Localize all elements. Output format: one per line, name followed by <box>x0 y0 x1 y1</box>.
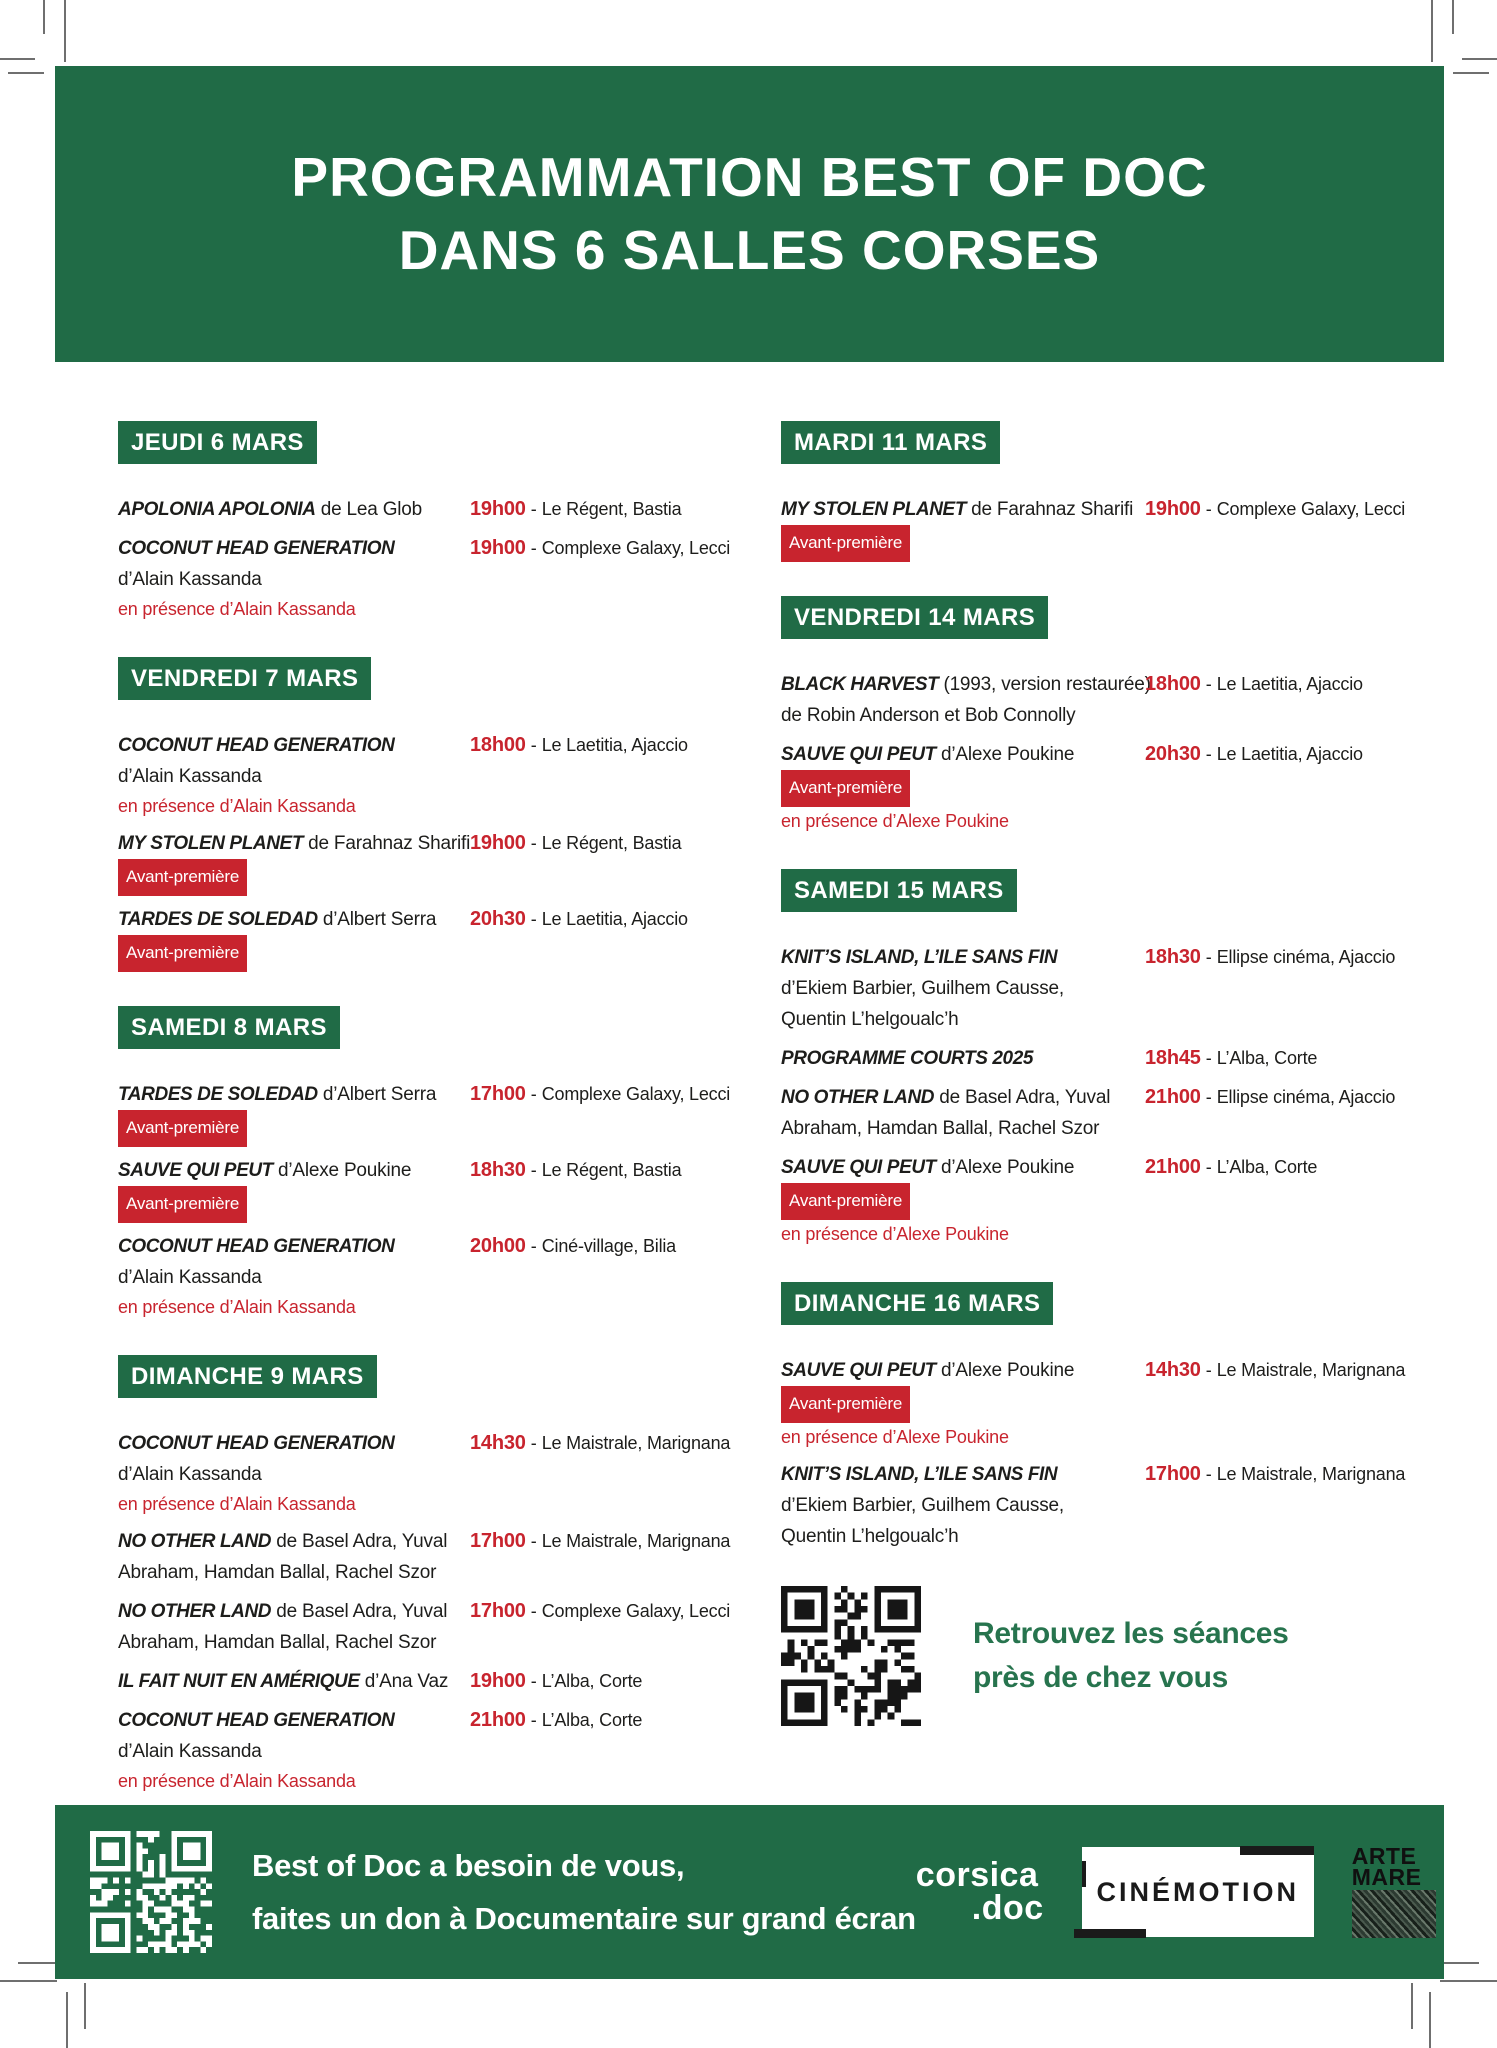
separator: - <box>1200 499 1217 519</box>
time-venue <box>1145 669 1363 731</box>
presence-note: en présence d’Alain Kassanda <box>118 1494 356 1514</box>
presence-note: en présence d’Alain Kassanda <box>118 1297 356 1317</box>
film-title: COCONUT HEAD GENERATION <box>118 1710 395 1731</box>
film-info <box>118 1231 470 1321</box>
film-info <box>118 533 470 623</box>
film-text-line <box>781 700 1145 731</box>
separator: - <box>1200 1157 1217 1177</box>
crop-mark <box>84 1983 86 2029</box>
corsica-doc-logo <box>915 1856 1044 1927</box>
film-info <box>118 904 470 972</box>
screening-venue: Ellipse cinéma, Ajaccio <box>1216 1087 1396 1107</box>
crop-mark <box>8 72 44 74</box>
screening-row <box>781 942 1446 1035</box>
screening-row <box>781 1459 1446 1552</box>
screening-row <box>118 904 718 972</box>
screening-row <box>118 1079 731 1147</box>
screening-venue: Ciné-village, Bilia <box>541 1236 676 1256</box>
film-text-line <box>118 761 470 792</box>
time-venue <box>1145 942 1395 1035</box>
separator: - <box>525 499 542 519</box>
screening-time: 17h00 <box>470 1600 526 1622</box>
film-text-line <box>118 1627 470 1658</box>
presence-note: en présence d’Alexe Poukine <box>781 811 1009 831</box>
screening-row <box>118 533 731 623</box>
film-title: COCONUT HEAD GENERATION <box>118 538 395 559</box>
film-title: MY STOLEN PLANET <box>781 499 967 520</box>
screening-venue: Le Maistrale, Marignana <box>1216 1360 1406 1380</box>
film-title: COCONUT HEAD GENERATION <box>118 1433 395 1454</box>
premiere-badge-row <box>781 1183 1145 1220</box>
film-info <box>118 1428 470 1518</box>
film-credit: (1993, version restaurée) <box>938 674 1151 695</box>
screening-row <box>118 1526 731 1588</box>
day-section <box>781 869 1446 1248</box>
screening-time: 20h00 <box>470 1235 526 1257</box>
screening-venue: Le Régent, Bastia <box>541 499 682 519</box>
screening-time: 17h00 <box>470 1530 526 1552</box>
date-badge: MARDI 11 MARS <box>781 421 1000 464</box>
film-text-line <box>118 1666 470 1697</box>
screening-time: 19h00 <box>470 1670 526 1692</box>
sessions-cta-text <box>973 1612 1289 1700</box>
film-text-line <box>118 828 470 859</box>
screening-venue: L’Alba, Corte <box>541 1710 643 1730</box>
day-section <box>118 1006 731 1321</box>
premiere-badge: Avant-première <box>118 1186 247 1223</box>
film-credit: d’Alexe Poukine <box>935 1360 1075 1381</box>
film-text-line <box>781 1082 1145 1113</box>
presence-note: en présence d’Alexe Poukine <box>781 1224 1009 1244</box>
film-text-line <box>118 494 470 525</box>
screening-time: 17h00 <box>1145 1463 1201 1485</box>
separator: - <box>525 1601 542 1621</box>
film-title: PROGRAMME COURTS 2025 <box>781 1048 1034 1069</box>
day-section <box>781 596 1446 835</box>
header-banner <box>55 66 1444 362</box>
time-venue <box>1145 1043 1317 1074</box>
screening-row <box>118 1231 718 1321</box>
premiere-badge: Avant-première <box>781 525 910 562</box>
sessions-qr-row <box>781 1586 1446 1726</box>
arte-mare-logo-line2: MARE <box>1351 1864 1422 1890</box>
screening-venue: L’Alba, Corte <box>541 1671 643 1691</box>
screening-venue: L’Alba, Corte <box>1216 1048 1318 1068</box>
date-badge: DIMANCHE 16 MARS <box>781 1282 1053 1325</box>
date-badge: DIMANCHE 9 MARS <box>118 1355 377 1398</box>
premiere-badge-row <box>781 1386 1145 1423</box>
film-text-line <box>781 942 1145 973</box>
screening-row <box>118 1666 718 1697</box>
film-credit: d’Alexe Poukine <box>935 744 1075 765</box>
screening-venue: Le Régent, Bastia <box>541 1160 682 1180</box>
time-venue <box>470 1705 642 1795</box>
screening-time: 18h00 <box>470 734 526 756</box>
time-venue <box>1145 1152 1317 1248</box>
film-credit: d’Alain Kassanda <box>118 569 262 590</box>
film-info <box>781 669 1151 731</box>
film-title: IL FAIT NUIT EN AMÉRIQUE <box>118 1671 360 1692</box>
time-venue <box>1145 1082 1395 1144</box>
date-badge: SAMEDI 15 MARS <box>781 869 1017 912</box>
separator: - <box>1200 674 1217 694</box>
film-credit: d’Alexe Poukine <box>272 1160 412 1181</box>
film-text-line <box>118 564 470 595</box>
premiere-badge-row <box>781 770 1145 807</box>
screening-venue: Complexe Galaxy, Lecci <box>541 538 731 558</box>
screening-time: 18h00 <box>1145 673 1201 695</box>
date-badge: JEUDI 6 MARS <box>118 421 317 464</box>
date-badge: SAMEDI 8 MARS <box>118 1006 340 1049</box>
screening-venue: Le Laetitia, Ajaccio <box>1216 744 1363 764</box>
film-credit: de Basel Adra, Yuval <box>271 1531 448 1552</box>
film-text-line <box>781 1152 1145 1183</box>
crop-mark <box>43 0 45 34</box>
screening-row <box>118 1705 718 1795</box>
cinemotion-logo-bar <box>1074 1929 1146 1938</box>
arte-mare-logo-line1: ARTE <box>1351 1843 1417 1869</box>
film-text-line <box>118 1079 470 1110</box>
separator: - <box>525 1671 542 1691</box>
film-text-line <box>118 1155 470 1186</box>
film-info <box>118 730 470 820</box>
film-title: APOLONIA APOLONIA <box>118 499 316 520</box>
time-venue <box>470 1155 681 1223</box>
cinemotion-logo-bar <box>1240 1846 1314 1855</box>
time-venue <box>470 1079 730 1147</box>
film-text-line <box>118 1526 470 1557</box>
film-credit: d’Albert Serra <box>317 1084 437 1105</box>
schedule-column-left <box>118 421 731 1829</box>
screening-venue: Complexe Galaxy, Lecci <box>1216 499 1406 519</box>
presence-note: en présence d’Alain Kassanda <box>118 796 356 816</box>
film-credit: de Farahnaz Sharifi <box>303 833 471 854</box>
day-section <box>118 1355 731 1795</box>
time-venue <box>1145 494 1405 562</box>
corsica-doc-logo-line1: corsica <box>915 1856 1039 1894</box>
crop-mark <box>1452 0 1454 34</box>
film-credit: d’Alain Kassanda <box>118 1267 262 1288</box>
separator: - <box>525 833 542 853</box>
day-section <box>118 657 718 972</box>
screening-time: 21h00 <box>1145 1156 1201 1178</box>
film-info <box>781 494 1145 562</box>
film-credit: d’Ana Vaz <box>359 1671 449 1692</box>
film-title: NO OTHER LAND <box>118 1601 272 1622</box>
screening-row <box>118 494 718 525</box>
screening-time: 19h00 <box>470 537 526 559</box>
cinemotion-logo-bar <box>1082 1861 1086 1887</box>
sessions-qr-code <box>781 1586 921 1726</box>
film-text-line <box>781 669 1151 700</box>
sessions-cta-line2: près de chez vous <box>973 1661 1228 1694</box>
partner-logos <box>915 1843 1436 1938</box>
film-text-line <box>781 739 1145 770</box>
cinemotion-logo-text: CINÉMOTION <box>1096 1876 1299 1907</box>
film-text-line <box>118 1262 470 1293</box>
film-title: TARDES DE SOLEDAD <box>118 909 318 930</box>
film-title: COCONUT HEAD GENERATION <box>118 1236 395 1257</box>
film-text-line <box>118 533 470 564</box>
separator: - <box>1200 1360 1217 1380</box>
separator: - <box>525 735 542 755</box>
day-section <box>781 421 1446 562</box>
arte-mare-logo-artwork <box>1352 1890 1436 1938</box>
film-text-line <box>781 1459 1145 1490</box>
film-credit: Abraham, Hamdan Ballal, Rachel Szor <box>118 1632 437 1653</box>
film-text-line <box>118 904 470 935</box>
film-text-line <box>781 1043 1145 1074</box>
screening-row <box>781 1355 1446 1451</box>
film-info <box>781 1043 1145 1074</box>
screening-time: 14h30 <box>470 1432 526 1454</box>
film-text-line <box>781 1113 1145 1144</box>
film-title: SAUVE QUI PEUT <box>781 1360 936 1381</box>
film-info <box>118 828 470 896</box>
page-title-line2: DANS 6 SALLES CORSES <box>398 219 1101 281</box>
separator: - <box>525 1433 542 1453</box>
screening-row <box>781 1082 1446 1144</box>
film-text-line <box>118 1231 470 1262</box>
film-info <box>118 1666 470 1697</box>
donation-text <box>252 1839 916 1945</box>
film-text-line <box>118 1459 470 1490</box>
film-credit: Quentin L’helgoualc’h <box>781 1526 959 1547</box>
film-title: SAUVE QUI PEUT <box>781 1157 936 1178</box>
page-title-line1: PROGRAMMATION BEST OF DOC <box>291 146 1208 208</box>
screening-venue: Complexe Galaxy, Lecci <box>541 1601 731 1621</box>
time-venue <box>470 730 688 820</box>
donation-text-line2: faites un don à Documentaire sur grand écran <box>252 1901 916 1936</box>
separator: - <box>525 1531 542 1551</box>
film-title: KNIT’S ISLAND, L’ILE SANS FIN <box>781 947 1058 968</box>
screening-time: 19h00 <box>470 498 526 520</box>
time-venue <box>1145 1355 1405 1451</box>
film-info <box>781 1355 1145 1451</box>
film-text-line <box>781 494 1145 525</box>
film-info <box>118 1155 470 1223</box>
film-text-line <box>118 1428 470 1459</box>
sessions-cta-line1: Retrouvez les séances <box>973 1617 1289 1650</box>
crop-mark <box>1440 1980 1497 1982</box>
separator: - <box>1200 744 1217 764</box>
film-credit: d’Ekiem Barbier, Guilhem Causse, <box>781 978 1064 999</box>
screening-time: 14h30 <box>1145 1359 1201 1381</box>
film-title: SAUVE QUI PEUT <box>781 744 936 765</box>
crop-mark <box>64 0 66 62</box>
screening-row <box>781 1043 1446 1074</box>
screening-row <box>781 1152 1446 1248</box>
screening-venue: Ellipse cinéma, Ajaccio <box>1216 947 1396 967</box>
screening-row <box>118 1596 731 1658</box>
separator: - <box>525 1236 542 1256</box>
time-venue <box>470 494 681 525</box>
premiere-badge: Avant-première <box>118 1110 247 1147</box>
screening-venue: Le Maistrale, Marignana <box>541 1531 731 1551</box>
separator: - <box>1200 1087 1217 1107</box>
film-text-line <box>118 1596 470 1627</box>
time-venue <box>1145 1459 1405 1552</box>
separator: - <box>1200 1048 1217 1068</box>
film-title: TARDES DE SOLEDAD <box>118 1084 318 1105</box>
premiere-badge-row <box>118 935 470 972</box>
time-venue <box>470 1596 730 1658</box>
film-info <box>118 1596 470 1658</box>
screening-row <box>118 828 718 896</box>
screening-row <box>118 730 718 820</box>
film-credit: d’Alain Kassanda <box>118 766 262 787</box>
time-venue <box>470 1231 676 1321</box>
cinemotion-logo <box>1082 1847 1314 1937</box>
film-info <box>118 1705 470 1795</box>
screening-time: 18h30 <box>1145 946 1201 968</box>
screening-time: 18h30 <box>470 1159 526 1181</box>
film-text-line <box>781 1490 1145 1521</box>
film-title: MY STOLEN PLANET <box>118 833 304 854</box>
film-credit: d’Alain Kassanda <box>118 1741 262 1762</box>
screening-row <box>781 669 1446 731</box>
premiere-badge: Avant-première <box>781 1183 910 1220</box>
screening-venue: Complexe Galaxy, Lecci <box>541 1084 731 1104</box>
film-credit: Abraham, Hamdan Ballal, Rachel Szor <box>781 1118 1100 1139</box>
time-venue <box>470 533 730 623</box>
crop-mark <box>0 1980 57 1982</box>
film-credit: de Farahnaz Sharifi <box>966 499 1134 520</box>
separator: - <box>525 538 542 558</box>
presence-note: en présence d’Alain Kassanda <box>118 1771 356 1791</box>
film-credit: d’Albert Serra <box>317 909 437 930</box>
separator: - <box>1200 1464 1217 1484</box>
screening-time: 19h00 <box>470 832 526 854</box>
arte-mare-logo <box>1351 1843 1436 1938</box>
screening-venue: Le Laetitia, Ajaccio <box>541 909 688 929</box>
premiere-badge: Avant-première <box>781 1386 910 1423</box>
crop-mark <box>66 1992 68 2048</box>
screening-row <box>118 1428 731 1518</box>
film-text-line <box>781 1521 1145 1552</box>
film-text-line <box>118 730 470 761</box>
film-credit: de Lea Glob <box>315 499 423 520</box>
premiere-badge: Avant-première <box>781 770 910 807</box>
film-credit: d’Alexe Poukine <box>935 1157 1075 1178</box>
time-venue <box>470 904 688 972</box>
film-text-line <box>781 1004 1145 1035</box>
donation-qr-code <box>90 1831 212 1953</box>
donation-text-line1: Best of Doc a besoin de vous, <box>252 1848 685 1883</box>
film-title: KNIT’S ISLAND, L’ILE SANS FIN <box>781 1464 1058 1485</box>
separator: - <box>525 1710 542 1730</box>
film-info <box>781 942 1145 1035</box>
screening-venue: Le Maistrale, Marignana <box>541 1433 731 1453</box>
premiere-badge-row <box>118 859 470 896</box>
footer-banner <box>55 1805 1444 1979</box>
film-title: NO OTHER LAND <box>781 1087 935 1108</box>
film-credit: Abraham, Hamdan Ballal, Rachel Szor <box>118 1562 437 1583</box>
film-text-line <box>118 1705 470 1736</box>
film-info <box>781 1152 1145 1248</box>
film-text-line <box>118 1736 470 1767</box>
date-badge: VENDREDI 14 MARS <box>781 596 1048 639</box>
separator: - <box>525 1160 542 1180</box>
film-info <box>118 1526 470 1588</box>
film-title: NO OTHER LAND <box>118 1531 272 1552</box>
presence-note: en présence d’Alain Kassanda <box>118 599 356 619</box>
film-info <box>781 1459 1145 1552</box>
screening-venue: Le Laetitia, Ajaccio <box>541 735 688 755</box>
time-venue <box>470 1526 730 1588</box>
film-text-line <box>781 1355 1145 1386</box>
separator: - <box>525 909 542 929</box>
screening-venue: Le Régent, Bastia <box>541 833 682 853</box>
time-venue <box>470 1666 642 1697</box>
film-info <box>118 1079 470 1147</box>
time-venue <box>470 1428 730 1518</box>
screening-row <box>781 494 1446 562</box>
screening-time: 20h30 <box>470 908 526 930</box>
film-title: SAUVE QUI PEUT <box>118 1160 273 1181</box>
screening-venue: Le Laetitia, Ajaccio <box>1216 674 1363 694</box>
crop-mark <box>1411 1983 1413 2029</box>
screening-time: 21h00 <box>1145 1086 1201 1108</box>
film-credit: Quentin L’helgoualc’h <box>781 1009 959 1030</box>
separator: - <box>1200 947 1217 967</box>
screening-row <box>781 739 1446 835</box>
corsica-doc-logo-line2: .doc <box>971 1889 1044 1927</box>
screening-row <box>118 1155 718 1223</box>
film-text-line <box>781 973 1145 1004</box>
film-credit: de Basel Adra, Yuval <box>934 1087 1111 1108</box>
film-info <box>781 1082 1145 1144</box>
crop-mark <box>1431 0 1433 62</box>
premiere-badge-row <box>781 525 1145 562</box>
crop-mark <box>1429 1992 1431 2048</box>
date-badge: VENDREDI 7 MARS <box>118 657 371 700</box>
time-venue <box>1145 739 1363 835</box>
film-credit: d’Ekiem Barbier, Guilhem Causse, <box>781 1495 1064 1516</box>
screening-time: 20h30 <box>1145 743 1201 765</box>
crop-mark <box>1462 58 1497 60</box>
film-credit: de Robin Anderson et Bob Connolly <box>781 705 1076 726</box>
premiere-badge: Avant-première <box>118 859 247 896</box>
schedule-column-right <box>781 421 1446 1726</box>
day-section <box>118 421 731 623</box>
film-title: COCONUT HEAD GENERATION <box>118 735 395 756</box>
premiere-badge-row <box>118 1110 470 1147</box>
film-credit: d’Alain Kassanda <box>118 1464 262 1485</box>
screening-time: 17h00 <box>470 1083 526 1105</box>
screening-time: 19h00 <box>1145 498 1201 520</box>
film-text-line <box>118 1557 470 1588</box>
film-info <box>118 494 470 525</box>
separator: - <box>525 1084 542 1104</box>
screening-time: 18h45 <box>1145 1047 1201 1069</box>
crop-mark <box>1453 72 1489 74</box>
film-credit: de Basel Adra, Yuval <box>271 1601 448 1622</box>
time-venue <box>470 828 681 896</box>
day-section <box>781 1282 1446 1552</box>
crop-mark <box>0 58 35 60</box>
film-title: BLACK HARVEST <box>781 674 939 695</box>
presence-note: en présence d’Alexe Poukine <box>781 1427 1009 1447</box>
premiere-badge-row <box>118 1186 470 1223</box>
screening-time: 21h00 <box>470 1709 526 1731</box>
film-info <box>781 739 1145 835</box>
premiere-badge: Avant-première <box>118 935 247 972</box>
screening-venue: L’Alba, Corte <box>1216 1157 1318 1177</box>
screening-venue: Le Maistrale, Marignana <box>1216 1464 1406 1484</box>
